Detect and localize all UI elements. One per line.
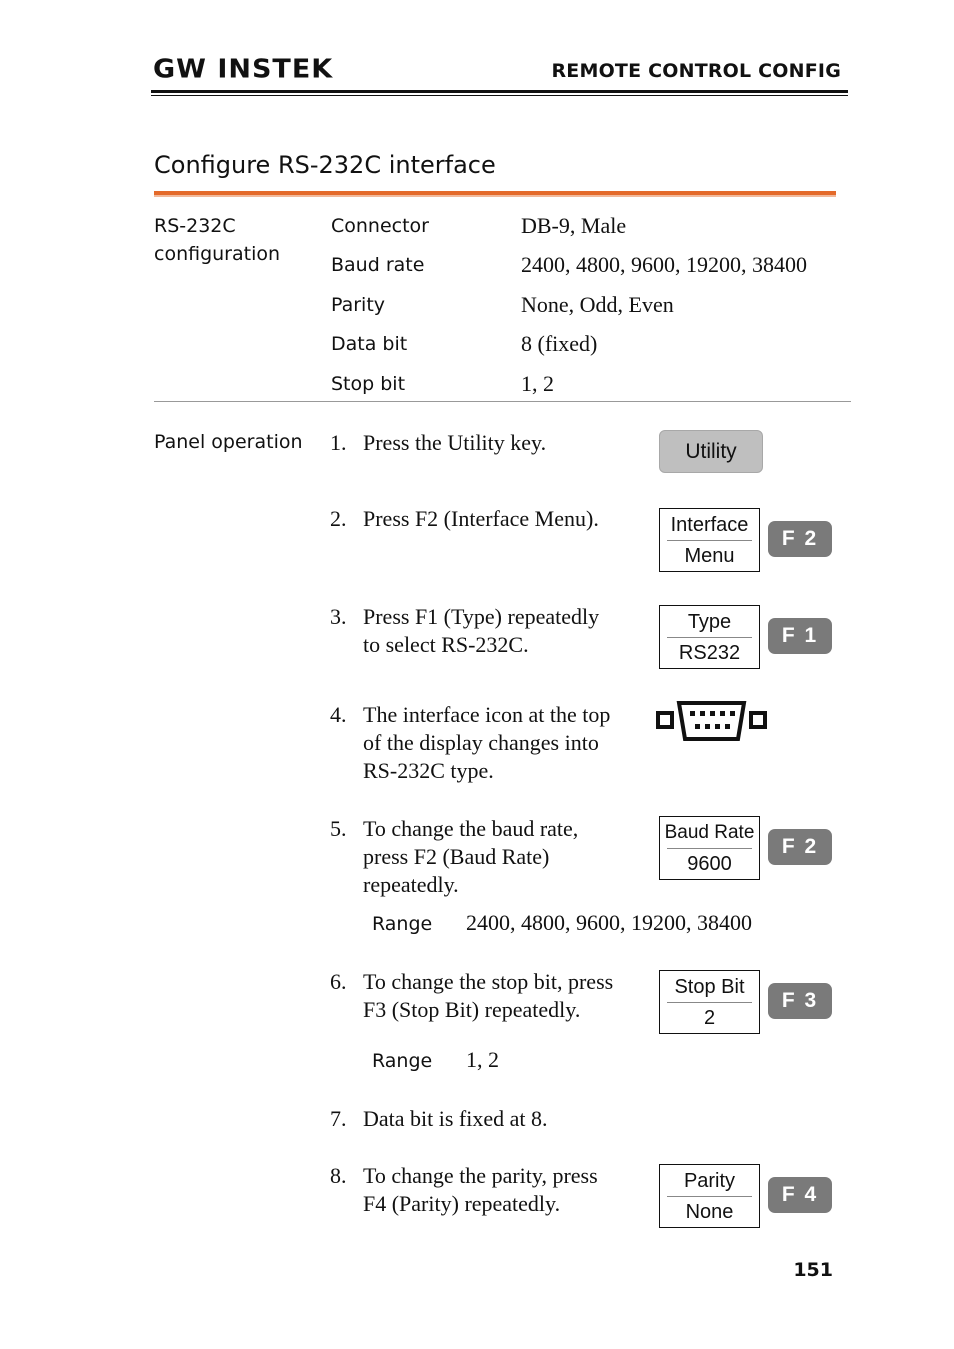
step-text: to select RS-232C. bbox=[363, 632, 529, 657]
section-separator bbox=[154, 401, 851, 402]
gw-instek-logo: GW INSTEK bbox=[153, 54, 334, 85]
step-text: To change the stop bit, press bbox=[363, 969, 614, 994]
range-label: Range bbox=[372, 913, 433, 935]
step-text: RS-232C type. bbox=[363, 758, 494, 783]
step-text: Press F1 (Type) repeatedly bbox=[363, 604, 600, 629]
step-number: 5. bbox=[330, 816, 347, 841]
config-row-name: Parity bbox=[331, 294, 386, 316]
softkey-value: 9600 bbox=[687, 853, 732, 875]
step-number: 4. bbox=[330, 702, 347, 727]
f4-key-button[interactable]: F 4 bbox=[768, 1177, 832, 1213]
step-text: The interface icon at the top bbox=[363, 702, 611, 727]
title-underline-fade bbox=[154, 195, 836, 197]
header-section-title: REMOTE CONTROL CONFIG bbox=[551, 60, 841, 82]
header-rule-thin bbox=[151, 95, 848, 96]
step-text: Data bit is fixed at 8. bbox=[363, 1106, 548, 1131]
step-number: 1. bbox=[330, 430, 347, 455]
config-row-value: None, Odd, Even bbox=[521, 292, 674, 317]
config-row-value: 2400, 4800, 9600, 19200, 38400 bbox=[521, 252, 807, 277]
step-number: 2. bbox=[330, 506, 347, 531]
config-label: RS-232C configuration bbox=[154, 215, 281, 265]
baud-rate-softkey[interactable] bbox=[659, 816, 760, 880]
softkey-label: Type bbox=[687, 611, 732, 633]
step-number: 8. bbox=[330, 1163, 347, 1188]
header-rule bbox=[151, 90, 848, 93]
step-number: 3. bbox=[330, 604, 347, 629]
f1-key-button[interactable]: F 1 bbox=[768, 618, 832, 654]
config-row-name: Stop bit bbox=[331, 373, 406, 395]
step-text: F4 (Parity) repeatedly. bbox=[363, 1191, 561, 1216]
softkey-divider bbox=[667, 637, 752, 638]
step-text: Press the Utility key. bbox=[363, 430, 547, 455]
stop-range-value: 1, 2 bbox=[466, 1047, 499, 1072]
step-text: To change the baud rate, bbox=[363, 816, 579, 841]
softkey-divider bbox=[667, 1002, 752, 1003]
softkey-divider bbox=[667, 1196, 752, 1197]
softkey-value: None bbox=[685, 1201, 734, 1223]
utility-key-button[interactable]: Utility bbox=[659, 430, 763, 473]
f2-key-button[interactable]: F 2 bbox=[768, 829, 832, 865]
config-row-name: Baud rate bbox=[331, 254, 425, 276]
softkey-label: Stop Bit bbox=[674, 976, 745, 998]
step-text: press F2 (Baud Rate) bbox=[363, 844, 550, 869]
softkey-label: Interface bbox=[670, 514, 749, 536]
softkey-label: Parity bbox=[683, 1170, 736, 1192]
softkey-value: RS232 bbox=[678, 642, 741, 664]
config-row-value: 1, 2 bbox=[521, 371, 554, 396]
step-text: F3 (Stop Bit) repeatedly. bbox=[363, 997, 581, 1022]
range-label: Range bbox=[372, 1050, 433, 1072]
step-text: of the display changes into bbox=[363, 730, 599, 755]
rs232-connector-icon bbox=[656, 700, 768, 742]
config-row-name: Data bit bbox=[331, 333, 408, 355]
page-number: 151 bbox=[793, 1259, 833, 1281]
step-text: repeatedly. bbox=[363, 872, 459, 897]
f2-key-button[interactable]: F 2 bbox=[768, 521, 832, 557]
section-title: Configure RS-232C interface bbox=[154, 151, 496, 179]
step-text: To change the parity, press bbox=[363, 1163, 598, 1188]
softkey-value: Menu bbox=[684, 545, 735, 567]
softkey-label: Baud Rate bbox=[664, 822, 755, 843]
step-text: Press F2 (Interface Menu). bbox=[363, 506, 599, 531]
step-number: 6. bbox=[330, 969, 347, 994]
softkey-divider bbox=[667, 540, 752, 541]
config-row-name: Connector bbox=[331, 215, 429, 237]
type-softkey[interactable] bbox=[659, 605, 760, 669]
softkey-value: 2 bbox=[703, 1007, 716, 1029]
softkey-divider bbox=[667, 848, 752, 849]
interface-menu-softkey[interactable] bbox=[659, 508, 760, 572]
panel-operation-label: Panel operation bbox=[154, 431, 303, 453]
config-row-value: DB-9, Male bbox=[521, 213, 627, 238]
baud-range-value: 2400, 4800, 9600, 19200, 38400 bbox=[466, 910, 752, 935]
f3-key-button[interactable]: F 3 bbox=[768, 983, 832, 1019]
step-number: 7. bbox=[330, 1106, 347, 1131]
parity-softkey[interactable] bbox=[659, 1164, 760, 1228]
stop-bit-softkey[interactable] bbox=[659, 970, 760, 1034]
config-row-value: 8 (fixed) bbox=[521, 331, 598, 356]
